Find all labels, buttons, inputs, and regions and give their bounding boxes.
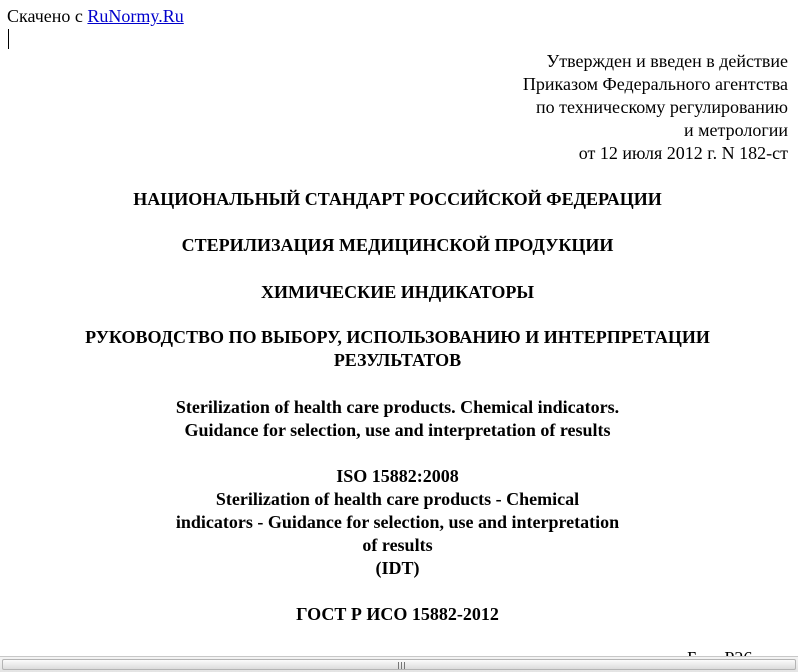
gost-heading: [0, 603, 795, 626]
iso-line: ISO 15882:2008: [336, 466, 459, 486]
english-title-line: Guidance for selection, use and interpretation of results: [184, 420, 611, 440]
source-prefix: Скачено с: [7, 6, 83, 26]
source-line: [7, 6, 184, 26]
scrollbar-thumb[interactable]: [2, 659, 796, 670]
english-title-block: [0, 396, 795, 442]
horizontal-scrollbar[interactable]: [0, 656, 798, 672]
approval-line: от 12 июля 2012 г. N 182-ст: [578, 143, 788, 163]
approval-line: по техническому регулированию: [535, 97, 788, 117]
approval-line: Приказом Федерального агентства: [522, 74, 788, 94]
national-standard-text: НАЦИОНАЛЬНЫЙ СТАНДАРТ РОССИЙСКОЙ ФЕДЕРАЦИИ: [133, 189, 662, 209]
approval-line: Утвержден и введен в действие: [546, 51, 788, 71]
indicators-heading: [0, 281, 795, 304]
iso-block: [0, 465, 795, 580]
text-caret: [8, 29, 9, 49]
runormy-link[interactable]: RuNormy.Ru: [87, 6, 184, 26]
national-standard-heading: [0, 188, 795, 211]
approval-block: [523, 50, 788, 165]
guidance-ru-heading: [0, 326, 795, 372]
english-title-line: Sterilization of health care products. Chemical indicators.: [175, 397, 620, 417]
scrollbar-grip-icon: [398, 662, 407, 669]
guidance-ru-line: РУКОВОДСТВО ПО ВЫБОРУ, ИСПОЛЬЗОВАНИЮ И ИНТЕРПРЕТАЦИИ: [85, 327, 710, 347]
approval-line: и метрологии: [684, 120, 788, 140]
iso-line: (IDT): [375, 558, 420, 578]
guidance-ru-line: РЕЗУЛЬТАТОВ: [333, 350, 462, 370]
sterilization-text: СТЕРИЛИЗАЦИЯ МЕДИЦИНСКОЙ ПРОДУКЦИИ: [181, 235, 614, 255]
sterilization-heading: [0, 234, 795, 257]
iso-line: Sterilization of health care products - Chemical: [215, 489, 580, 509]
gost-text: ГОСТ Р ИСО 15882-2012: [296, 604, 499, 624]
iso-line: of results: [362, 535, 433, 555]
indicators-text: ХИМИЧЕСКИЕ ИНДИКАТОРЫ: [260, 282, 535, 302]
iso-line: indicators - Guidance for selection, use and interpretation: [175, 512, 620, 532]
